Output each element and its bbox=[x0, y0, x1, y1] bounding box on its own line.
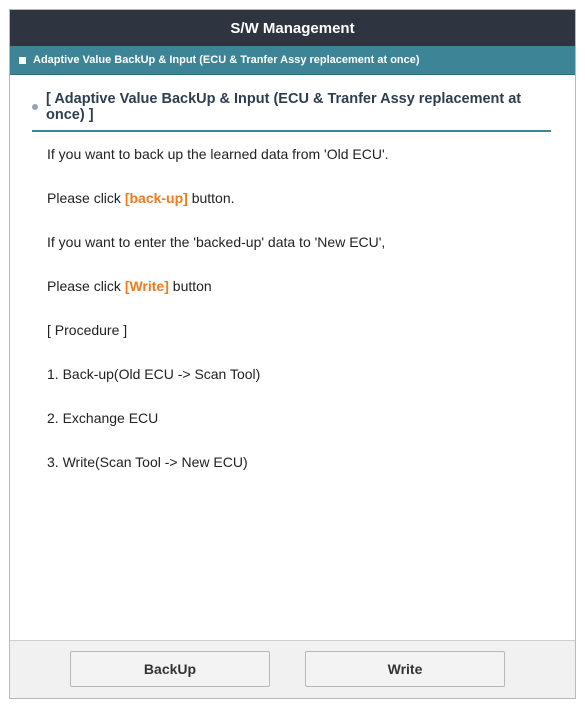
instruction-text: button. bbox=[187, 190, 235, 206]
section-header bbox=[32, 91, 551, 132]
subheader-title: Adaptive Value BackUp & Input (ECU & Tranfer Assy replacement at once) bbox=[33, 54, 420, 66]
square-bullet-icon bbox=[19, 57, 26, 64]
button-bar bbox=[10, 640, 575, 698]
instruction-line-4 bbox=[47, 278, 551, 322]
procedure-step-3: 3. Write(Scan Tool -> New ECU) bbox=[47, 454, 248, 470]
content-area bbox=[10, 75, 575, 498]
section-title: [ Adaptive Value BackUp & Input (ECU & Tranfer Assy replacement at once) ] bbox=[46, 91, 522, 123]
instruction-list bbox=[32, 146, 551, 498]
instruction-text: Please click bbox=[47, 278, 125, 294]
procedure-step-1: 1. Back-up(Old ECU -> Scan Tool) bbox=[47, 366, 261, 382]
circle-bullet-icon bbox=[32, 104, 38, 110]
backup-button[interactable]: BackUp bbox=[70, 651, 270, 687]
instruction-line-2 bbox=[47, 190, 551, 234]
write-button[interactable]: Write bbox=[305, 651, 505, 687]
subheader-bar bbox=[10, 46, 575, 75]
write-highlight: [Write] bbox=[124, 278, 169, 294]
procedure-heading: [ Procedure ] bbox=[47, 322, 128, 338]
instruction-text: button bbox=[168, 278, 212, 294]
window-title-bar bbox=[10, 10, 575, 46]
sw-management-window bbox=[9, 9, 576, 699]
instruction-line-3: If you want to enter the 'backed-up' data to 'New ECU', bbox=[47, 234, 386, 250]
instruction-line-1: If you want to back up the learned data from 'Old ECU'. bbox=[47, 146, 389, 162]
instruction-text: Please click bbox=[47, 190, 125, 206]
window-title: S/W Management bbox=[230, 19, 355, 37]
backup-highlight: [back-up] bbox=[124, 190, 188, 206]
procedure-step-2: 2. Exchange ECU bbox=[47, 410, 159, 426]
